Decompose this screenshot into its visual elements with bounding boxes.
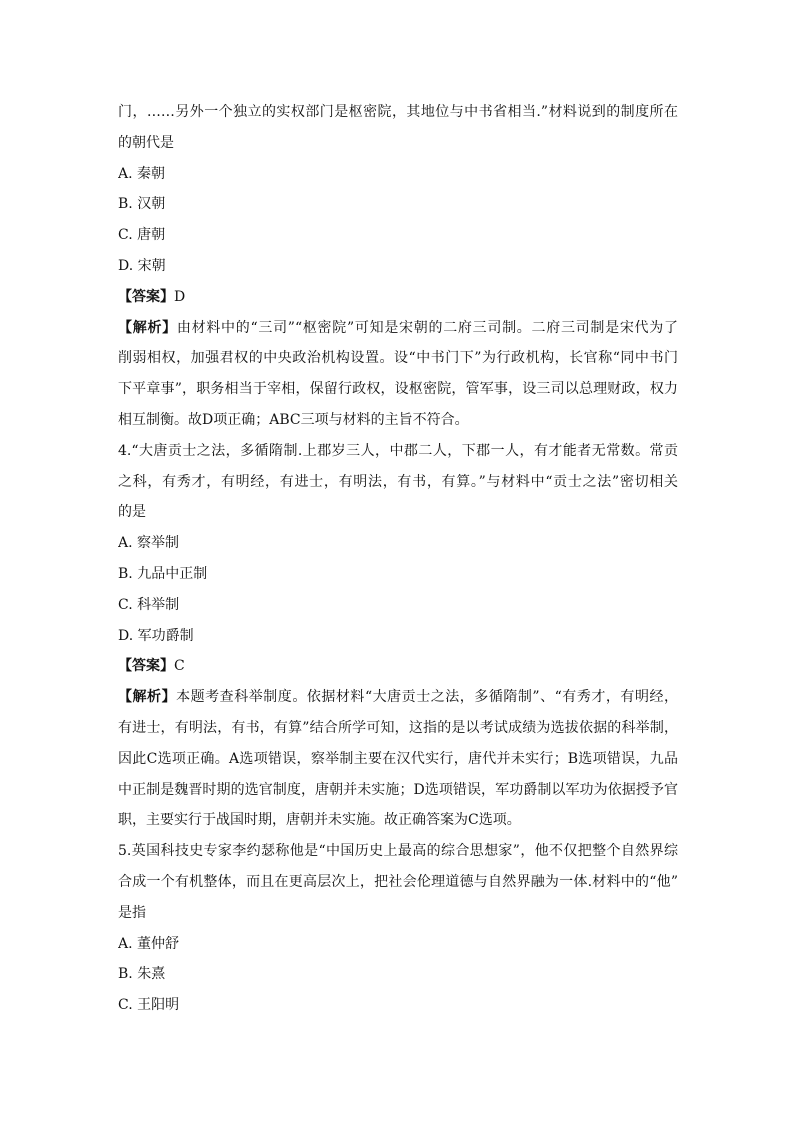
option-c: C. 科举制 xyxy=(118,596,180,613)
question-stem-line: 是指 xyxy=(118,904,146,921)
analysis-text: 本题考查科举制度。依据材料“大唐贡士之法，多循隋制”、“有秀才，有明经， xyxy=(176,689,678,706)
option-a: A. 察举制 xyxy=(118,535,180,552)
option-a: A. 董仲舒 xyxy=(118,935,180,952)
document-page xyxy=(118,97,678,1021)
analysis-line: 职，主要实行于战国时期，唐朝并未实施。故正确答案为C选项。 xyxy=(118,812,521,829)
analysis-line: 有进士，有明法，有书，有算”结合所学可知，这指的是以考试成绩为选拔依据的科举制， xyxy=(118,719,678,736)
option-b: B. 九品中正制 xyxy=(118,565,208,582)
option-b: B. 朱熹 xyxy=(118,966,166,983)
question-3 xyxy=(118,97,678,436)
analysis-line: 中正制是魏晋时期的选官制度，唐朝并未实施；D选项错误，军功爵制以军功为依据授予官 xyxy=(118,781,678,798)
question-5 xyxy=(118,836,678,1021)
answer-label: 【答案】 xyxy=(118,288,174,305)
option-c: C. 王阳明 xyxy=(118,997,180,1014)
option-d: D. 宋朝 xyxy=(118,257,166,274)
option-c: C. 唐朝 xyxy=(118,227,166,244)
option-d: D. 军功爵制 xyxy=(118,627,194,644)
analysis-label: 【解析】 xyxy=(118,319,177,336)
option-a: A. 秦朝 xyxy=(118,165,166,182)
analysis-line xyxy=(118,682,678,713)
analysis-line: 相互制衡。故D项正确；ABC三项与材料的主旨不符合。 xyxy=(118,411,469,428)
analysis-text: 由材料中的“三司”“枢密院”可知是宋朝的二府三司制。二府三司制是宋代为了 xyxy=(176,319,678,336)
analysis-label: 【解析】 xyxy=(118,689,177,706)
question-4 xyxy=(118,436,678,836)
question-stem-line: 的是 xyxy=(118,504,146,521)
question-stem-line: 4.“大唐贡士之法，多循隋制.上郡岁三人，中郡二人，下郡一人，有才能者无常数。常贡 xyxy=(118,442,678,459)
option-b: B. 汉朝 xyxy=(118,196,166,213)
analysis-line: 因此C选项正确。A选项错误，察举制主要在汉代实行，唐代并未实行；B选项错误，九品 xyxy=(118,750,678,767)
answer-label: 【答案】 xyxy=(118,658,174,675)
answer-line xyxy=(118,282,678,313)
analysis-line xyxy=(118,313,678,344)
question-stem-line: 门，……另外一个独立的实权部门是枢密院，其地位与中书省相当.”材料说到的制度所在 xyxy=(118,104,678,120)
question-stem-line: 5.英国科技史专家李约瑟称他是“中国历史上最高的综合思想家”，他不仅把整个自然界综 xyxy=(118,843,678,860)
answer-line xyxy=(118,651,678,682)
question-stem-line: 的朝代是 xyxy=(118,134,174,151)
answer-value: C xyxy=(174,658,185,675)
answer-value: D xyxy=(174,288,186,305)
analysis-line: 下平章事”，职务相当于宰相，保留行政权，设枢密院，管军事，设三司以总理财政，权力 xyxy=(118,381,678,398)
analysis-line: 削弱相权，加强君权的中央政治机构设置。设“中书门下”为行政机构，长官称“同中书门 xyxy=(118,350,678,367)
question-stem-line: 之科，有秀才，有明经，有进士，有明法，有书，有算。”与材料中“贡士之法”密切相关 xyxy=(118,473,678,490)
question-stem-line: 合成一个有机整体，而且在更高层次上，把社会伦理道德与自然界融为一体.材料中的“他” xyxy=(118,873,678,890)
